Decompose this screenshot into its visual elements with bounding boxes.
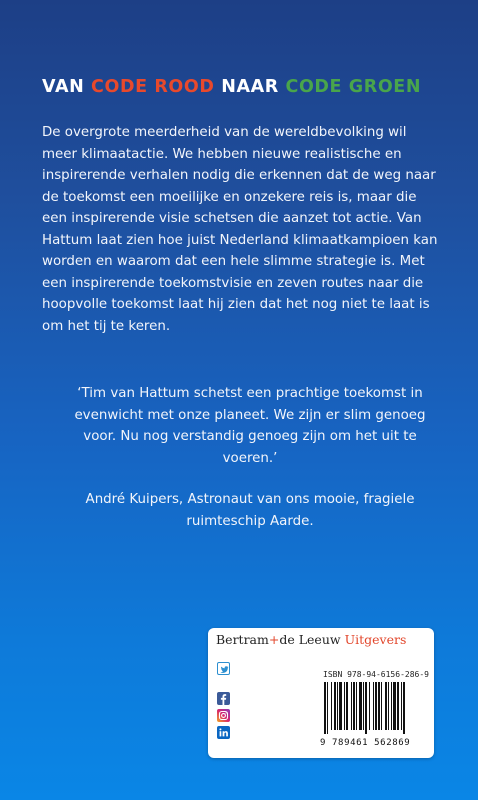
barcode-bar bbox=[353, 682, 355, 730]
barcode-bar bbox=[324, 682, 326, 734]
barcode-bar bbox=[356, 682, 357, 730]
publisher-name-uitgevers: Uitgevers bbox=[344, 632, 407, 647]
barcode-bar bbox=[351, 682, 352, 730]
barcode-bar bbox=[334, 682, 336, 730]
barcode-digits: 9 789461 562869 bbox=[320, 738, 411, 748]
endorsement bbox=[60, 383, 440, 532]
facebook-icon bbox=[217, 692, 230, 705]
barcode-bar bbox=[381, 682, 382, 730]
barcode-bar bbox=[373, 682, 374, 730]
headline-van: VAN bbox=[42, 77, 92, 97]
publisher-plus: + bbox=[268, 632, 280, 647]
barcode-bar bbox=[388, 682, 389, 730]
barcode-bar bbox=[327, 682, 328, 734]
barcode-bar bbox=[331, 682, 332, 730]
barcode-bar bbox=[403, 682, 405, 734]
publisher-logo bbox=[216, 632, 406, 647]
barcode bbox=[324, 682, 432, 734]
instagram-icon bbox=[217, 709, 230, 722]
headline bbox=[42, 77, 462, 97]
barcode-bar bbox=[393, 682, 396, 730]
barcode-bar bbox=[346, 682, 348, 730]
headline-naar: NAAR bbox=[214, 77, 286, 97]
barcode-bar bbox=[391, 682, 392, 730]
barcode-bar bbox=[363, 682, 364, 730]
barcode-bar bbox=[337, 682, 338, 730]
barcode-bar bbox=[385, 682, 387, 730]
headline-code-groen: CODE GROEN bbox=[285, 77, 422, 97]
quote-attribution: André Kuipers, Astronaut van ons mooie, fragiele ruimteschip Aarde. bbox=[85, 492, 415, 529]
publisher-panel bbox=[208, 628, 434, 758]
isbn-label: ISBN 978-94-6156-286-9 bbox=[323, 670, 429, 679]
barcode-bar bbox=[401, 682, 402, 730]
barcode-bar bbox=[369, 682, 370, 730]
barcode-bar bbox=[365, 682, 367, 734]
quote-text: ‘Tim van Hattum schetst een prachtige toekomst in evenwicht met onze planeet. We zijn er slim genoeg voor. Nu nog verstandig genoeg zijn om het uit te voeren.’ bbox=[74, 386, 426, 466]
publisher-name-leeuw: de Leeuw bbox=[279, 632, 345, 647]
barcode-bar bbox=[378, 682, 380, 730]
twitter-icon bbox=[217, 662, 230, 675]
barcode-bar bbox=[375, 682, 377, 730]
blurb-text: De overgrote meerderheid van de wereldbevolking wil meer klimaatactie. We hebben nieuwe realistische en inspirerende verhalen nodig die erkennen dat de weg naar de toekomst een moeilijke en onzekere reis is, maar die een inspirerende visie schetsen die aanzet tot actie. Van Hattum laat zien hoe juist Nederland klimaatkampioen kan worden en waarom dat een hele slimme strategie is. Met een inspirerende toekomstvisie en zeven routes naar die hoopvolle toekomst laat hij zien dat het nog niet te laat is om het tij te keren. bbox=[42, 125, 438, 334]
barcode-bar bbox=[339, 682, 342, 730]
headline-code-rood: CODE ROOD bbox=[91, 77, 215, 97]
publisher-name-bertram: Bertram bbox=[216, 632, 269, 647]
barcode-bar bbox=[359, 682, 362, 730]
linkedin-icon bbox=[217, 726, 230, 739]
barcode-bar bbox=[397, 682, 399, 730]
barcode-bar bbox=[344, 682, 345, 730]
